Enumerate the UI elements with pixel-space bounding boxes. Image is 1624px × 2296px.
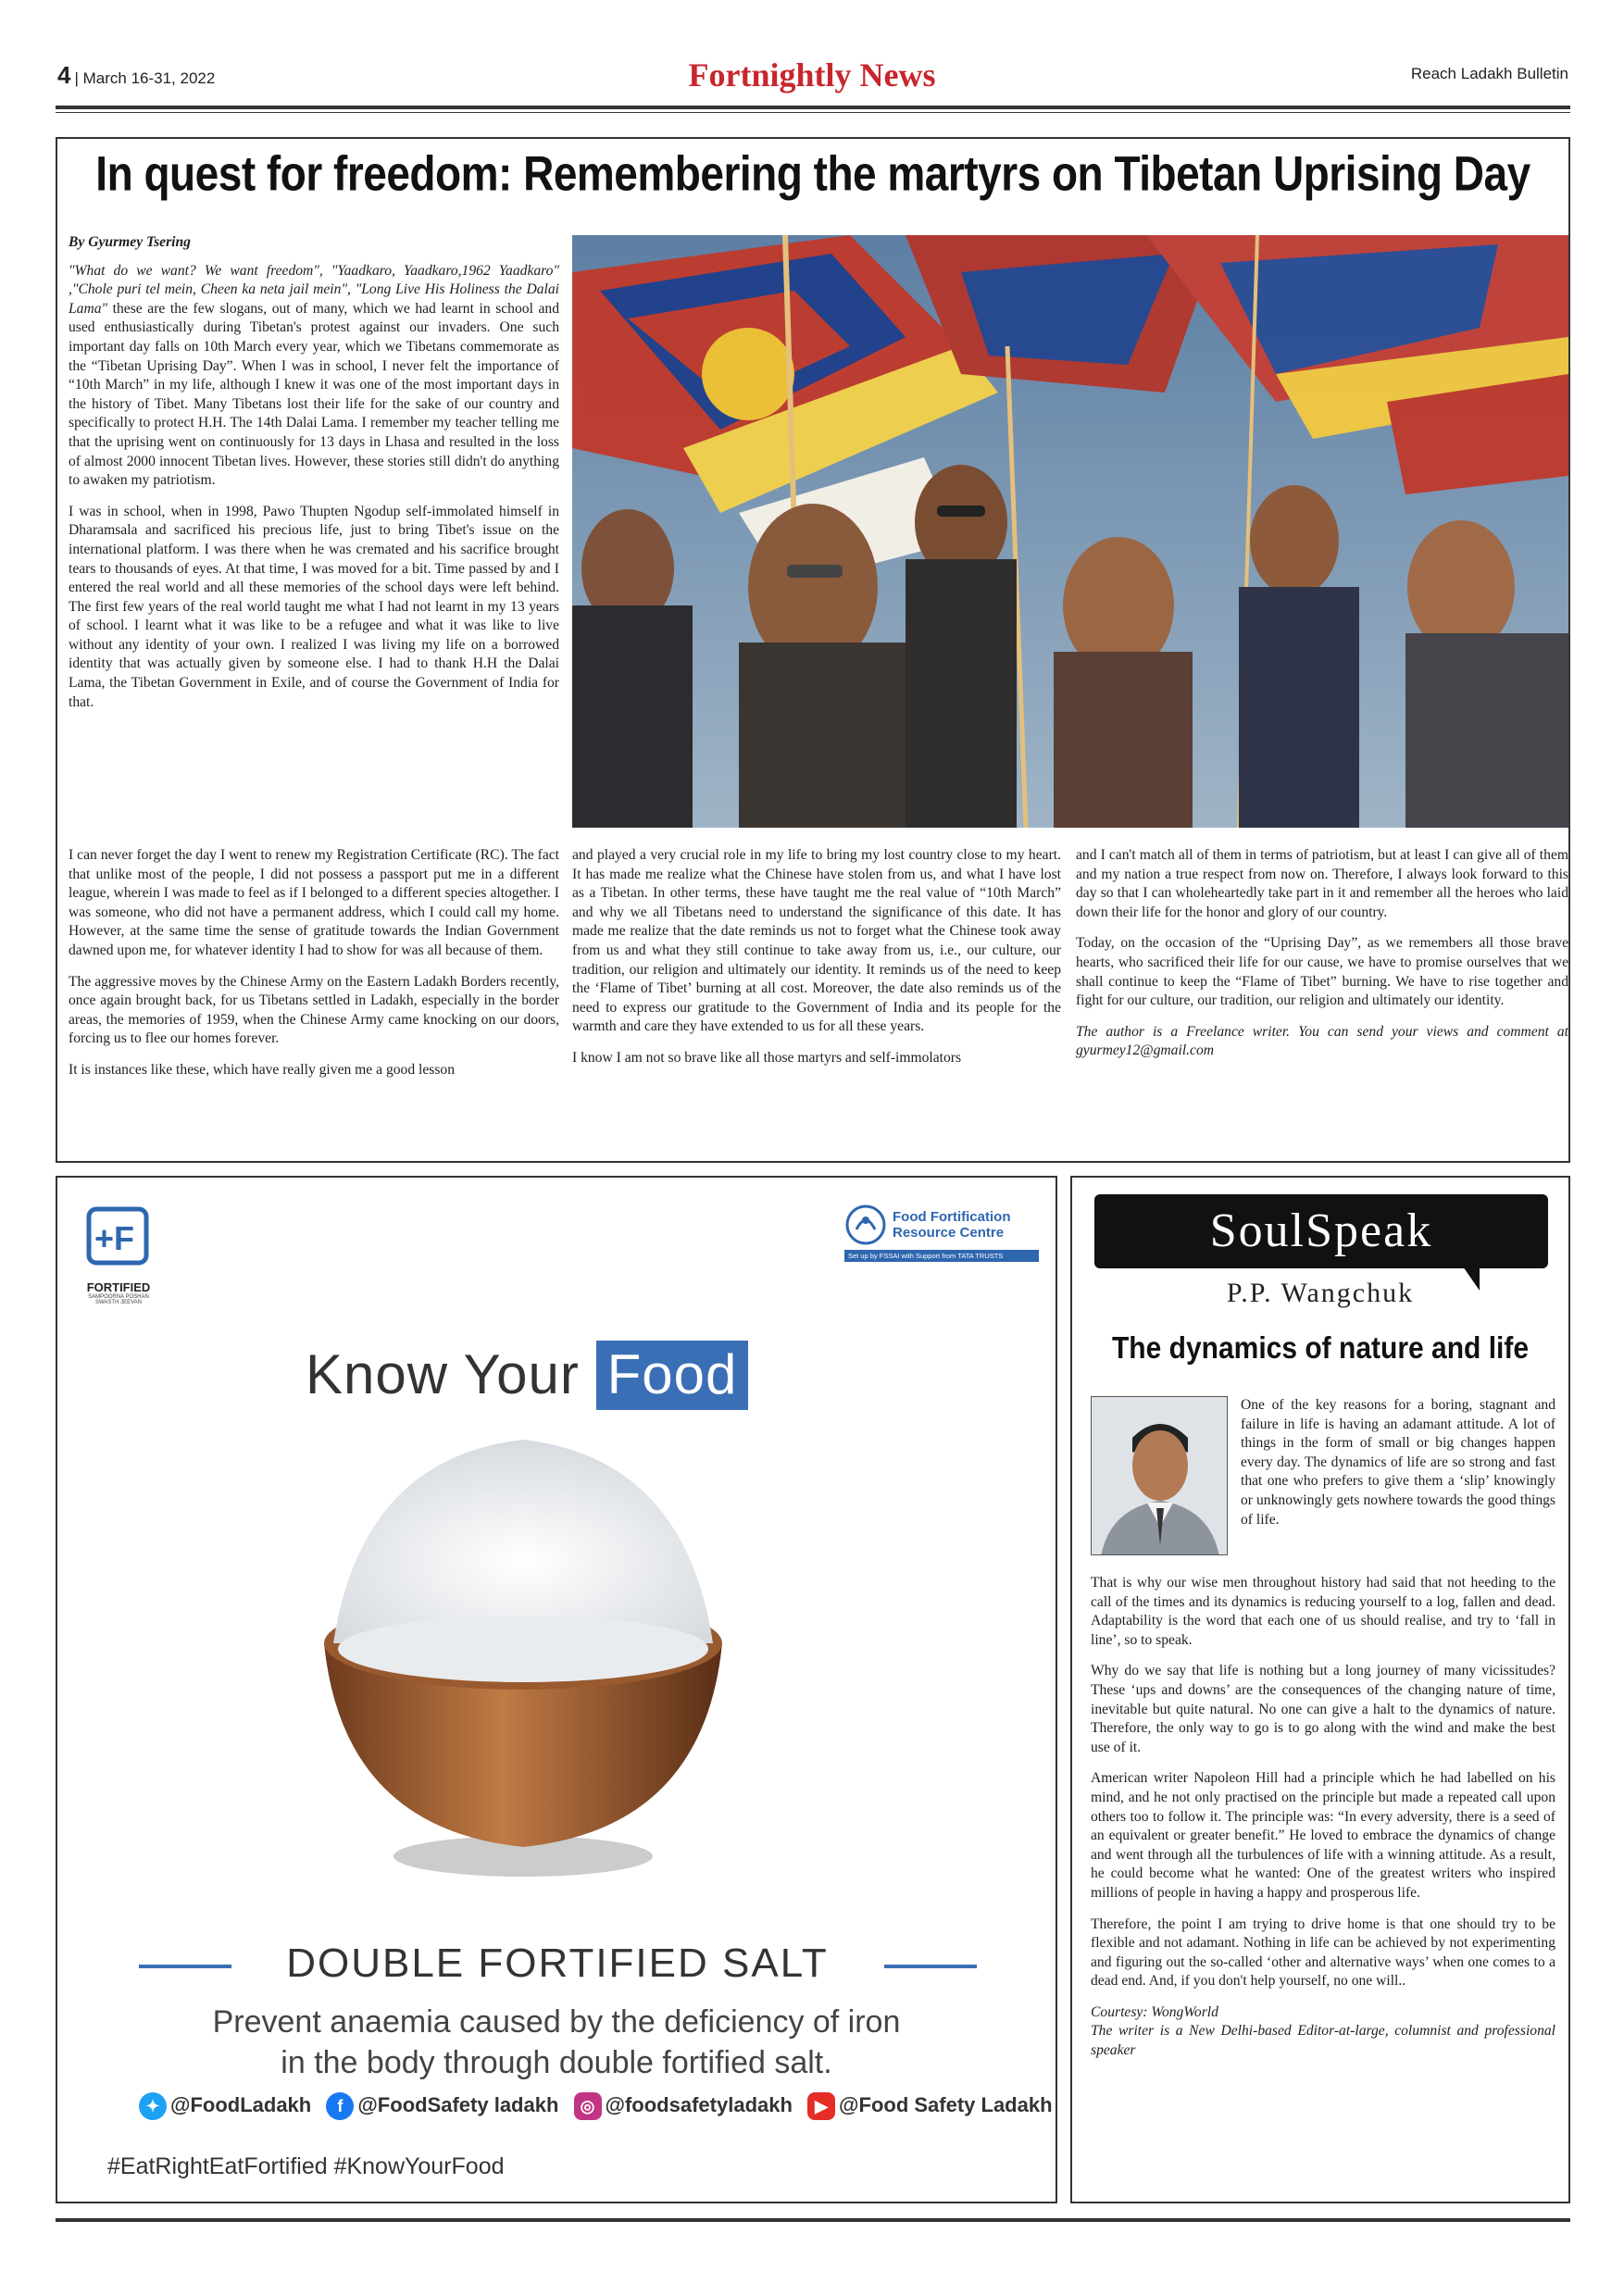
- ad-headline: Know Your Food: [306, 1341, 748, 1410]
- issue-date: | March 16-31, 2022: [74, 69, 216, 87]
- ffrc-logo: [844, 1204, 1039, 1263]
- article-column-2: [572, 846, 1061, 1080]
- author-portrait: [1091, 1396, 1228, 1555]
- article-byline: By Gyurmey Tsering: [69, 234, 191, 250]
- soulspeak-banner: SoulSpeak: [1094, 1194, 1548, 1268]
- soulspeak-paragraph-3: Why do we say that life is nothing but a long journey of many vicissitudes? These ‘ups and downs’ are the consequences of the changing nature of time, inevitable but quite natural. No one can give a halt to the dynamics of nature. Therefore, the only way to go is to go along with the wind and make the best use of it.: [1091, 1663, 1555, 1755]
- fortified-plus-f-icon: [76, 1205, 161, 1276]
- soulspeak-courtesy: Courtesy: WongWorld: [1091, 2003, 1218, 2020]
- salt-bowl-illustration: [306, 1421, 741, 1884]
- page-number: 4: [57, 61, 71, 89]
- soulspeak-title: The dynamics of nature and life: [1111, 1331, 1530, 1366]
- salt-bowl-image: [306, 1421, 741, 1884]
- article-paragraph-9: Today, on the occasion of the “Uprising Day”, as we remembers all those brave hearts, who sacrificed their life for our cause, we have to promise ourselves that we shall continue to keep the “Flame of Tibet” burning. We have to rise together and fight for our culture, our tradition, our religion and ultimately our identity.: [1076, 935, 1568, 1009]
- ffrc-title: Food Fortification Resource Centre: [893, 1209, 1011, 1241]
- fortified-label: FORTIFIED: [86, 1280, 151, 1294]
- article-paragraph-3: I can never forget the day I went to renew my Registration Certificate (RC). The fact that unlike most of the people, I did not possess a passport put me in a different league, wherein I was made to feel as if I belonged to a different species altogether. I was someone, who did not have a permanent address, which I could call my home. However, at the same time the sense of gratitude towards the Indian Government dawned upon me, for whatever identity I had to show for was all because of them.: [69, 847, 559, 958]
- facebook-icon: f: [326, 2092, 354, 2120]
- article-headline: In quest for freedom: Remembering the martyrs on Tibetan Uprising Day: [95, 145, 1530, 201]
- article-column-3: [1076, 846, 1568, 1073]
- soulspeak-author: P.P. Wangchuk: [1226, 1278, 1415, 1308]
- soulspeak-column-body: [1091, 1574, 1555, 2061]
- facebook-handle[interactable]: @FoodSafety ladakh: [357, 2092, 559, 2116]
- article-column-1: [69, 233, 559, 724]
- ffrc-sub: Set up by FSSAI with Support from TATA TRUSTS: [844, 1250, 1039, 1262]
- twitter-icon: ✦: [139, 2092, 167, 2120]
- soulspeak-paragraph-5: Therefore, the point I am trying to drive home is that one should try to be flexible and not adamant. Nothing in life can be achieved by not experimenting and figuring out the so-called ‘other and alternative ways’ when one comes to a dead end. And, if you don't help yourself, no one will..: [1091, 1915, 1555, 1990]
- masthead: Fortnightly News: [688, 56, 936, 94]
- soulspeak-paragraph-2: That is why our wise men throughout history had said that not heeding to the call of the times and its dynamics is reducing yourself to a log, fallen and dead. Adaptability is the word that each one of us should realise, and try to ‘fall in line’, so to speak.: [1091, 1575, 1555, 1648]
- article-paragraph-4: The aggressive moves by the Chinese Army on the Eastern Ladakh Borders recently, once again brought back, for us Tibetans settled in Ladakh, especially in the border areas, the memories of 1959, when the Chinese Army came knocking on our doors, forcing us to flee our homes forever.: [69, 973, 559, 1047]
- footer-rule: [56, 2218, 1570, 2222]
- protest-photo-illustration: [572, 235, 1568, 828]
- svg-text:+F: +F: [94, 1219, 135, 1257]
- article-author-note: The author is a Freelance writer. You can send your views and comment at gyurmey12@gmail.com: [1076, 1023, 1568, 1059]
- header-rule-thin: [56, 112, 1570, 113]
- twitter-handle[interactable]: @FoodLadakh: [170, 2092, 312, 2116]
- article-paragraph-1: "What do we want? We want freedom", "Yaadkaro, Yaadkaro,1962 Yaadkaro" ,"Chole puri tel mein, Cheen ka neta jail mein", "Long Live His Holiness the Dalai Lama" these are the few slogans, out of many, which we had learnt in school and used enthusiastically during Tibetan's protest against our invaders. One such important day falls on 10th March every year, which we Tibetans commemorate as the “Tibetan Uprising Day”. When I was in school, I never felt the importance of “10th March” in my life, although I knew it was one of the most important days in the history of Tibet. Many Tibetans lost their life for the sake of our country and specifically to protect H.H. The 14th Dalai Lama. I remember my teacher telling me that the uprising went on continuously for 13 days in Lhasa and resulted in the loss of almost 2000 innocent Tibetan lives. However, these stories still didn't do anything to awaken my patriotism.: [69, 262, 559, 489]
- article-paragraph-5: It is instances like these, which have really given me a good lesson: [69, 1061, 456, 1078]
- instagram-icon: ◎: [574, 2092, 602, 2120]
- youtube-handle[interactable]: @Food Safety Ladakh: [839, 2092, 1053, 2116]
- header-rule: [56, 106, 1570, 109]
- youtube-icon: ▶: [807, 2092, 835, 2120]
- article-paragraph-2: I was in school, when in 1998, Pawo Thupten Ngodup self-immolated himself in Dharamsala and sacrificed his precious life, just to bring Tibet's issue on the international platform. I was there when he was cremated and his sacrifice brought tears to thousands of eyes. At that time, I was moved for a bit. Time passed by and I entered the real world and all these memories of the school days were left behind. The first few years of the real world taught me what I had not learnt in my 13 years of school. I learnt what it was like to be a refugee and what it was like to live without any identity of your own. I realized I was living my life on a borrowed identity that was actually given by someone else. I had to thank H.H the Dalai Lama, the Tibetan Government in Exile, and of course the Government of India for that.: [69, 503, 559, 710]
- ad-headline-food: Food: [596, 1341, 749, 1410]
- tibetan-protest-photo: [572, 235, 1568, 828]
- article-paragraph-6: and played a very crucial role in my life to bring my lost country close to my heart. It has made me realize what the Chinese have stolen from us, and what I have lost as a Tibetan. In other terms, these have taught me the real value of “10th March” and why we all Tibetans need to understand the significance of this date. It has made me realize that the date reminds us not to forget what the Chinese took away from us and what they still continue to take away from us, i.e., our culture, our tradition, our religion and ultimately our identity. It reminds us of the need to keep the ‘Flame of Tibet’ burning at all cost. Moreover, the date also reminds us of the need to express our gratitude to the Government of India and its people for the warmth and care they have extended to us for all these years.: [572, 847, 1061, 1035]
- soulspeak-paragraph-1: One of the key reasons for a boring, stagnant and failure in life is having an adamant attitude. A lot of things in the form of small or big changes happen every day. The dynamics of life are so strong and fast that one who prefers to give them a ‘slip’ knowingly or unknowingly gets nowhere towards the good things of life.: [1241, 1397, 1555, 1528]
- soulspeak-column-top: [1241, 1396, 1555, 1541]
- soulspeak-paragraph-4: American writer Napoleon Hill had a principle which he had labelled on his mind, and he not only practised on the principle but made a repeated call upon others too to follow it. The principle was: “In every adversity, there is a seed of an equivalent or greater benefit.” He loved to embrace the dynamics of change and went through all the turbulences of life with a winning attitude. As a result, he could become what he wanted: One of the greatest writers who inspired millions of people in having a happy and prosperous life.: [1091, 1770, 1555, 1901]
- fortified-sub: SAMPOORNA POSHAN SWASTH JEEVAN: [88, 1294, 149, 1305]
- article-paragraph-7: I know I am not so brave like all those martyrs and self-immolators: [572, 1049, 962, 1066]
- article-column-1-lower: [69, 846, 559, 1092]
- instagram-handle[interactable]: @foodsafetyladakh: [605, 2092, 793, 2116]
- ad-social-handles: [139, 2092, 1053, 2120]
- author-portrait-illustration: [1092, 1397, 1228, 1555]
- publication-name: Reach Ladakh Bulletin: [1410, 65, 1568, 82]
- ad-tagline: Prevent anaemia caused by the deficiency of iron in the body through double fortified salt.: [212, 2004, 901, 2080]
- ffrc-header: [844, 1204, 1039, 1246]
- fortified-logo: [76, 1205, 161, 1309]
- ad-product-name: DOUBLE FORTIFIED SALT: [286, 1940, 829, 1986]
- soulspeak-writer-note: The writer is a New Delhi-based Editor-at-large, columnist and professional speaker: [1091, 2023, 1555, 2059]
- ffrc-emblem-icon: [844, 1204, 887, 1246]
- article-paragraph-8: and I can't match all of them in terms of patriotism, but at least I can give all of them and my nation a true respect from now on. Therefore, I always look forward to this day so that I can wholeheartedly take part in it and remember all the heroes who laid down their life for the honor and glory of our country.: [1076, 847, 1568, 920]
- ad-hashtags: #EatRightEatFortified #KnowYourFood: [107, 2153, 505, 2179]
